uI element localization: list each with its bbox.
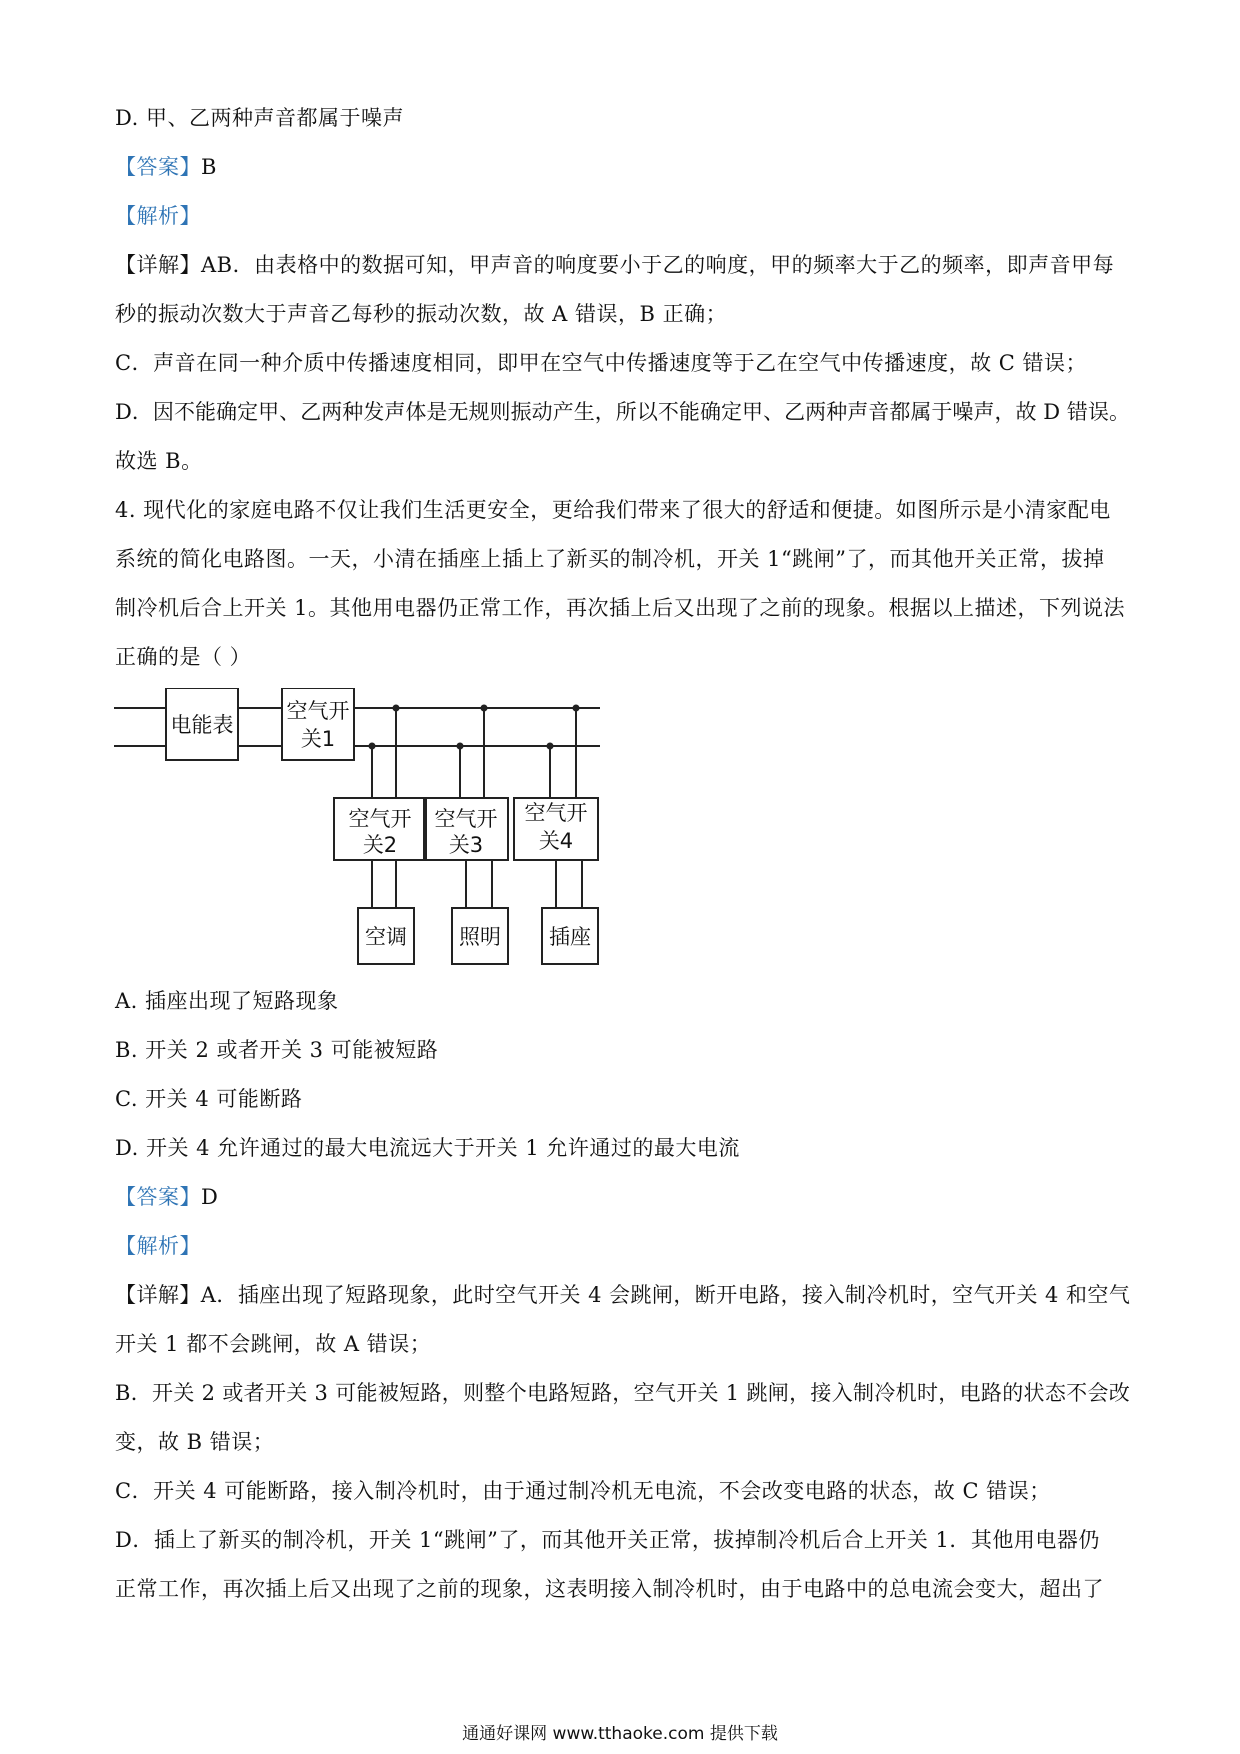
q4-option-b: B. 开关 2 或者开关 3 可能被短路 xyxy=(115,1038,439,1062)
detail-tag: 【详解】 xyxy=(115,253,201,277)
switch2-label-1: 空气开 xyxy=(348,807,412,831)
prev-answer xyxy=(115,152,217,182)
prev-detail-line-5: 故选 B。 xyxy=(115,449,203,473)
q4-analysis-tag: 【解析】 xyxy=(115,1234,201,1258)
meter-label: 电能表 xyxy=(170,713,234,737)
q4-stem-line-1: 4. 现代化的家庭电路不仅让我们生活更安全，更给我们带来了很大的舒适和便捷。如图所示是小清家配电 xyxy=(115,498,1111,522)
page-footer: 通通好课网 www.tthaoke.com 提供下载 xyxy=(462,1724,778,1744)
prev-analysis-tag: 【解析】 xyxy=(115,204,201,228)
q4-option-d: D. 开关 4 允许通过的最大电流远大于开关 1 允许通过的最大电流 xyxy=(115,1136,740,1160)
q4-detail-line-3: B．开关 2 或者开关 3 可能被短路，则整个电路短路，空气开关 1 跳闸，接入制冷机时，电路的状态不会改 xyxy=(115,1381,1131,1405)
switch3-label-1: 空气开 xyxy=(434,807,498,831)
circuit-diagram xyxy=(110,688,610,982)
q4-detail-line-6: D．插上了新买的制冷机，开关 1“跳闸”了，而其他开关正常，拔掉制冷机后合上开关 1．其他用电器仍 xyxy=(115,1528,1100,1552)
q4-detail-line-7: 正常工作，再次插上后又出现了之前的现象，这表明接入制冷机时，由于电路中的总电流会变大，超出了 xyxy=(115,1577,1104,1601)
detail-text: A．插座出现了短路现象，此时空气开关 4 会跳闸，断开电路，接入制冷机时，空气开关 4 和空气 xyxy=(200,1283,1131,1307)
prev-detail-line-2: 秒的振动次数大于声音乙每秒的振动次数，故 A 错误，B 正确； xyxy=(115,302,728,326)
switch1-label-2: 关1 xyxy=(300,727,336,751)
switch1-label-1: 空气开 xyxy=(286,699,350,723)
detail-tag: 【详解】 xyxy=(115,1283,201,1307)
q4-detail-line-1 xyxy=(115,1280,1130,1310)
prev-detail-line-3: C．声音在同一种介质中传播速度相同，即甲在空气中传播速度等于乙在空气中传播速度，故 C 错误； xyxy=(115,351,1087,375)
q4-stem-line-2: 系统的简化电路图。一天，小清在插座上插上了新买的制冷机，开关 1“跳闸”了，而其他开关正常，拔掉 xyxy=(115,547,1105,571)
circuit-svg xyxy=(110,688,610,978)
switch2-label-2: 关2 xyxy=(362,833,398,857)
socket-label: 插座 xyxy=(549,925,591,949)
detail-text: AB．由表格中的数据可知，甲声音的响度要小于乙的响度，甲的频率大于乙的频率，即声音甲每 xyxy=(201,253,1115,277)
q4-stem-line-3: 制冷机后合上开关 1。其他用电器仍正常工作，再次插上后又出现了之前的现象。根据以上描述，下列说法 xyxy=(115,596,1126,620)
ac-label: 空调 xyxy=(365,925,407,949)
prev-option-d: D. 甲、乙两种声音都属于噪声 xyxy=(115,106,404,130)
q4-detail-line-5: C．开关 4 可能断路，接入制冷机时，由于通过制冷机无电流，不会改变电路的状态，故 C 错误； xyxy=(115,1479,1051,1503)
prev-detail-line-4: D．因不能确定甲、乙两种发声体是无规则振动产生，所以不能确定甲、乙两种声音都属于噪声，故 D 错误。 xyxy=(115,400,1131,424)
light-label: 照明 xyxy=(459,925,501,949)
answer-tag: 【答案】 xyxy=(115,155,201,179)
q4-stem-line-4: 正确的是（ ） xyxy=(115,645,252,669)
switch3-label-2: 关3 xyxy=(448,833,484,857)
q4-answer xyxy=(115,1182,218,1212)
answer-tag: 【答案】 xyxy=(115,1185,201,1209)
q4-detail-line-2: 开关 1 都不会跳闸，故 A 错误； xyxy=(115,1332,432,1356)
switch4-label-1: 空气开 xyxy=(524,801,588,825)
answer-value: D xyxy=(201,1185,219,1209)
q4-option-c: C. 开关 4 可能断路 xyxy=(115,1087,303,1111)
answer-value: B xyxy=(201,155,217,179)
q4-option-a: A. 插座出现了短路现象 xyxy=(115,989,339,1013)
switch4-label-2: 关4 xyxy=(538,829,574,853)
q4-detail-line-4: 变，故 B 错误； xyxy=(115,1430,275,1454)
prev-detail-line-1 xyxy=(115,250,1114,280)
